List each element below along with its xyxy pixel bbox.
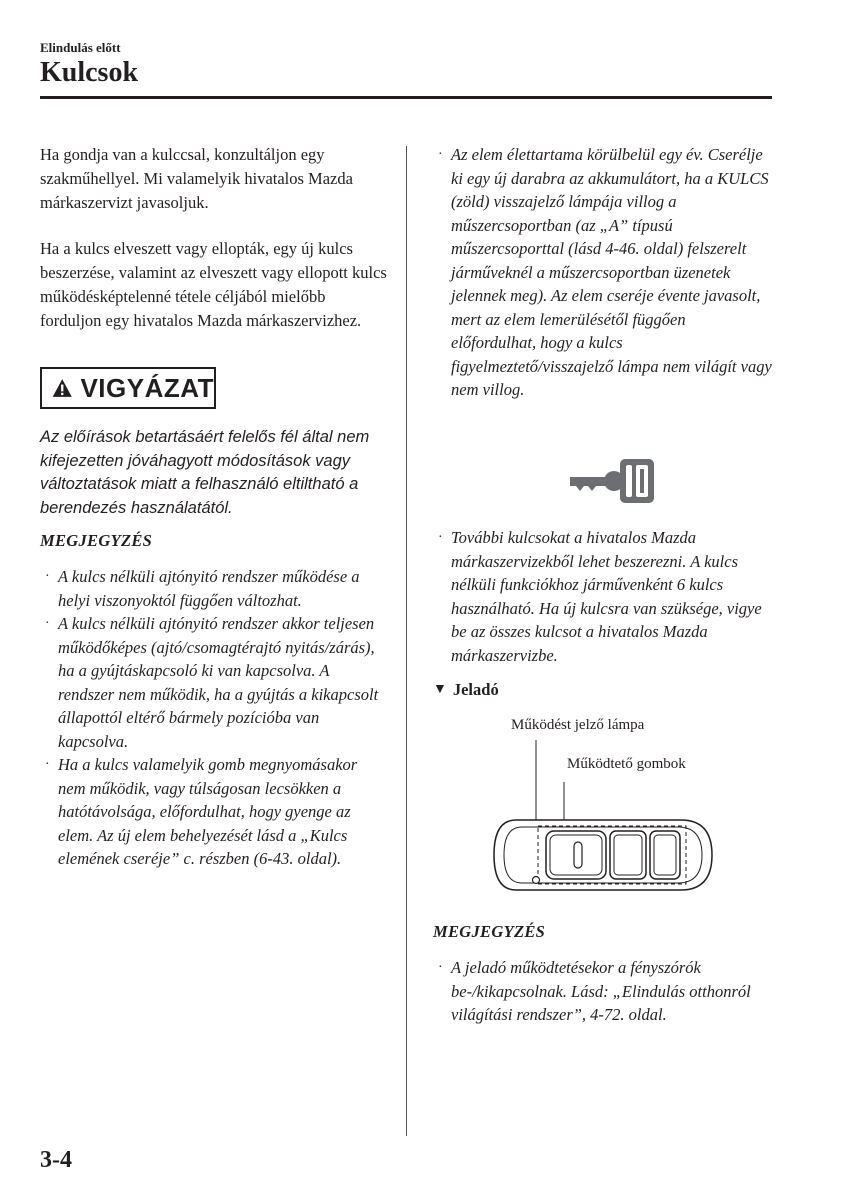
list-item: · A jeladó működtetésekor a fényszórók be-/kikapcsolnak. Lásd: „Elindulás otthonról világítási rendszer”, 4-72. oldal. <box>438 958 751 1024</box>
warning-box <box>40 367 216 409</box>
triangle-down-icon: ▼ <box>433 682 447 697</box>
battery-note-list <box>433 143 773 402</box>
lost-key-paragraph: Ha a kulcs elveszett vagy ellopták, egy új kulcs beszerzése, valamint az elveszett vagy ellopott kulcs működésképtelenné tétele céljából mielőbb forduljon egy hivatalos Mazda márkaszervizhez. <box>40 239 387 330</box>
transmitter-heading: ▼ Jeladó <box>433 680 499 699</box>
list-item: · Az elem élettartama körülbelül egy év. Cserélje ki egy új darabra az akkumulátort, ha a KULCS (zöld) visszajelző lámpája villog a műszercsoportban (az „A” típusú műszercsoporttal (lásd 4-46. oldal) felszerelt járműveknél a műszercsoportban üzenetek jelennek meg). Az elem cseréje évente javasolt, mert az elem lemerülésétől függően előfordulhat, hogy a kulcs figyelmeztető/visszajelző lámpa nem világít vagy nem villog. <box>438 145 772 399</box>
page-number: 3-4 <box>40 1147 72 1173</box>
list-item: · A kulcs nélküli ajtónyitó rendszer akkor teljesen működőképes (ajtó/csomagtérajtó nyitás/zárás), ha a gyújtáskapcsoló ki van kapcsolva. A rendszer nem működik, ha a gyújtás a kikapcsolt állapottól eltérő bármely pozícióba van kapcsolva. <box>45 614 379 751</box>
key-indicator-icon <box>566 455 658 507</box>
list-item: · A kulcs nélküli ajtónyitó rendszer működése a helyi viszonyoktól függően változhat. <box>45 567 360 610</box>
warning-label: VIGYÁZAT <box>80 372 214 403</box>
keyfob-diagram <box>486 730 718 900</box>
intro-paragraph: Ha gondja van a kulccsal, konzultáljon egy szakműhellyel. Mi valamelyik hivatalos Mazda márkaszervizt javasoljuk. <box>40 145 353 212</box>
title-rule <box>40 96 772 99</box>
warning-triangle-icon <box>52 374 72 402</box>
list-item: · További kulcsokat a hivatalos Mazda márkaszervizekből lehet beszerezni. A kulcs nélküli funkciókhoz járművenként 6 kulcs használható. Ha új kulcsra van szüksége, vigye be az összes kulcsot a hivatalos Mazda márkaszervizbe. <box>438 528 762 665</box>
note-heading-right: MEGJEGYZÉS <box>433 922 546 941</box>
page-title: Kulcsok <box>40 57 139 88</box>
note-list-left <box>40 565 380 871</box>
warning-text: Az előírások betartásáért felelős fél által nem kifejezetten jóváhagyott módosítások vagy változtatások miatt a felhasználó eltiltható a berendezés használatától. <box>40 428 370 517</box>
callout-lamp: Működést jelző lámpa <box>511 717 645 733</box>
note-heading-left: MEGJEGYZÉS <box>40 531 153 550</box>
section-label: Elindulás előtt <box>40 40 121 55</box>
column-divider <box>406 146 407 1136</box>
note-list-right <box>433 956 753 1027</box>
additional-keys-list <box>433 526 773 667</box>
callout-buttons: Működtető gombok <box>567 756 686 772</box>
list-item: · Ha a kulcs valamelyik gomb megnyomásakor nem működik, vagy túlságosan lecsökken a hatótávolsága, előfordulhat, hogy gyenge az elem. Az új elem behelyezését lásd a „Kulcs elemének cseréje” c. részben (6-43. oldal). <box>45 755 358 868</box>
